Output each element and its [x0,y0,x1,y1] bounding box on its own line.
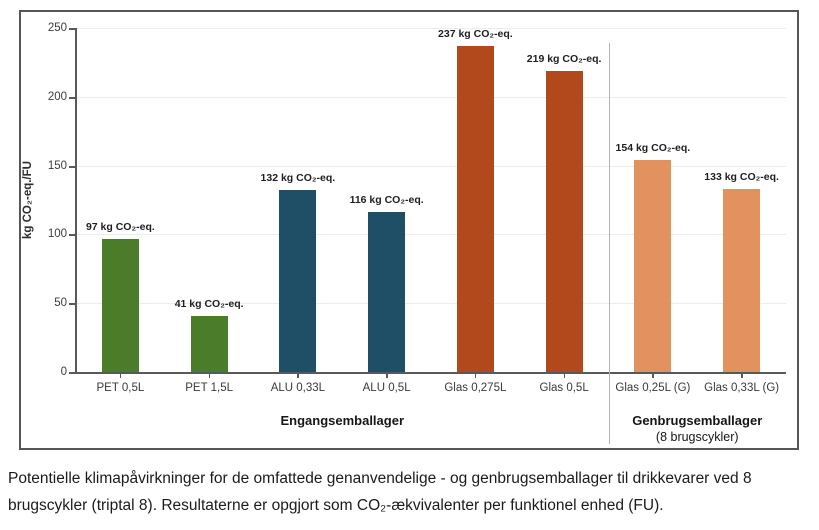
x-axis-label: Glas 0,25L (G) [615,382,691,394]
y-tick-label: 100 [47,228,67,241]
y-tick-label: 0 [60,366,67,378]
x-axis-label: Glas 0,275L [444,382,507,394]
chart-figure [19,10,799,450]
bar-value-label: 97 kg CO₂-eq. [85,220,155,233]
group-divider-line [609,43,610,444]
bar-value-label: 132 kg CO₂-eq. [260,172,336,185]
y-tick-mark [69,303,75,305]
x-axis-line [75,372,786,374]
bar-value-label: 154 kg CO₂-eq. [615,142,691,155]
group-label: Engangsemballager [280,413,405,428]
figure-inner [21,12,797,448]
y-axis-title: kg CO₂-eq./FU [22,161,34,239]
y-tick-label: 50 [54,297,67,310]
x-tick-mark [741,374,743,378]
bar [279,190,316,372]
x-axis-label: ALU 0,5L [362,382,411,394]
bar [191,316,228,372]
x-tick-mark [564,374,566,378]
figure-caption: Potentielle klimapåvirkninger for de omfattede genanvendelige - og genbrugsemballager til drikkevarer ved 8 brugscykler (triptal 8). Resultaterne er opgjort som CO₂-ækvivalenter per funktionel enhed (FU). [8,470,752,514]
x-axis-label: Glas 0,5L [539,382,589,394]
bar [102,239,139,372]
bar [368,212,405,372]
y-gridline [76,97,786,98]
y-tick-mark [69,97,75,99]
x-tick-mark [120,374,122,378]
x-tick-mark [652,374,654,378]
y-tick-label: 200 [47,90,67,103]
x-tick-mark [475,374,477,378]
x-tick-mark [386,374,388,378]
bar-value-label: 116 kg CO₂-eq. [349,194,424,207]
y-tick-label: 250 [47,22,67,34]
bar [546,71,583,372]
y-gridline [76,234,786,235]
group-sublabel: (8 brugscykler) [655,430,739,444]
bar [723,189,760,372]
x-axis-label: ALU 0,33L [270,382,326,394]
x-tick-mark [209,374,211,378]
bar [457,46,494,372]
bar-value-label: 219 kg CO₂-eq. [526,52,602,65]
bar [634,160,671,372]
group-label-block [212,413,472,429]
group-label: Genbrugsemballager [632,413,763,428]
x-axis-label: PET 0,5L [96,382,145,394]
x-tick-mark [297,374,299,378]
y-tick-label: 150 [47,159,67,172]
y-axis-line [75,28,77,372]
x-axis-label: Glas 0,33L (G) [704,382,780,394]
y-gridline [76,166,786,167]
x-axis-label: PET 1,5L [185,382,233,394]
y-tick-mark [69,28,75,30]
y-tick-mark [69,166,75,168]
bar-value-label: 41 kg CO₂-eq. [174,297,244,310]
group-label-block [567,413,819,445]
y-tick-mark [69,234,75,236]
bar-value-label: 133 kg CO₂-eq. [704,170,779,183]
bar-value-label: 237 kg CO₂-eq. [438,27,513,40]
